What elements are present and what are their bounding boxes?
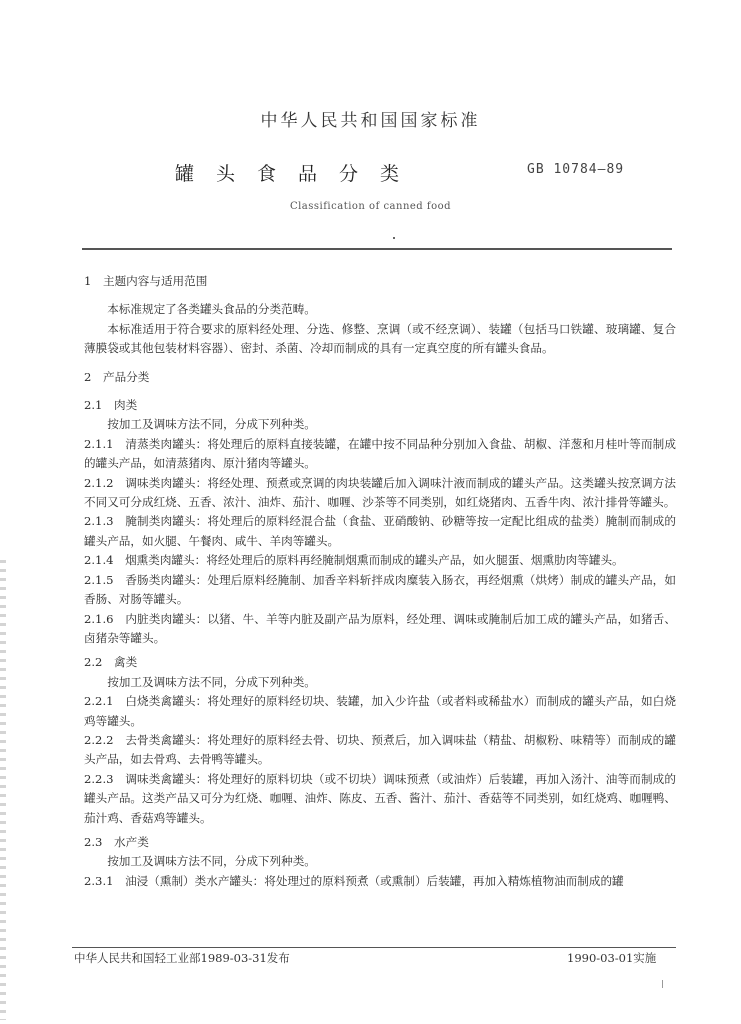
- paragraph: 2.2.2 去骨类禽罐头：将处理好的原料经去骨、切块、预煮后，加入调味盐（精盐、胡椒粉、味精等）而制成的罐头产品，如去骨鸡、去骨鸭等罐头。: [84, 732, 676, 767]
- paragraph: 按加工及调味方法不同，分成下列种类。: [107, 417, 316, 432]
- standard-header: 中华人民共和国国家标准: [260, 111, 481, 131]
- paragraph: 2.1.6 内脏类肉罐头：以猪、牛、羊等内脏及副产品为原料，经处理、调味或腌制后加工成的罐头产品，如猪舌、卤猪杂等罐头。: [84, 611, 676, 645]
- paragraph: 2.1.3 腌制类肉罐头：将处理后的原料经混合盐（食盐、亚硝酸钠、砂糖等按一定配比组成的盐类）腌制而制成的罐头产品，如火腿、午餐肉、咸牛、羊肉等罐头。: [84, 514, 676, 548]
- document-body: [84, 263, 676, 891]
- english-subtitle: Classification of canned food: [289, 201, 452, 212]
- paragraph: 2.1.2 调味类肉罐头：将经处理、预煮或烹调的肉块装罐后加入调味汁液而制成的罐头产品。这类罐头按烹调方法不同又可分成红烧、五香、浓汁、油炸、茄汁、咖喱、沙茶等不同类别，如红烧猪肉、五香牛肉、浓汁排骨等罐头。: [84, 475, 676, 510]
- subsection-heading: 2.1 肉类: [84, 398, 138, 413]
- paragraph: 本标准适用于符合要求的原料经处理、分选、修整、烹调（或不经烹调）、装罐（包括马口铁罐、玻璃罐、复合薄膜袋或其他包装材料容器）、密封、杀菌、冷却而制成的具有一定真空度的所有罐头食品。: [84, 321, 676, 356]
- subsection-heading: 2.3 水产类: [84, 834, 149, 849]
- paragraph: 按加工及调味方法不同，分成下列种类。: [107, 854, 316, 869]
- section-heading: 2 产品分类: [84, 369, 150, 384]
- paragraph: 本标准规定了各类罐头食品的分类范畴。: [107, 302, 316, 317]
- footer-rule: [72, 947, 676, 948]
- scan-edge-marks: [0, 560, 6, 1020]
- page-mark: [662, 980, 663, 988]
- paragraph: 2.1.4 烟熏类肉罐头：将经处理后的原料再经腌制烟熏而制成的罐头产品，如火腿蛋、烟熏肋肉等罐头。: [84, 553, 624, 568]
- effective-date: 1990-03-01实施: [567, 951, 657, 965]
- subsection-heading: 2.2 禽类: [84, 655, 138, 670]
- paragraph: 2.2.3 调味类禽罐头：将处理好的原料切块（或不切块）调味预煮（或油炸）后装罐，再加入汤汁、油等而制成的罐头产品。这类产品又可分为红烧、咖喱、油炸、陈皮、五香、酱汁、茄汁、香菇等不同类别，如红烧鸡、咖喱鸭、茄汁鸡、香菇鸡等罐头。: [84, 771, 676, 825]
- section-heading: 1 主题内容与适用范围: [84, 274, 208, 288]
- paragraph: 2.3.1 油浸（熏制）类水产罐头：将处理过的原料预煮（或熏制）后装罐，再加入精炼植物油而制成的罐: [84, 873, 624, 888]
- dot-mark: [393, 237, 395, 239]
- issue-info: 中华人民共和国轻工业部1989-03-31发布: [74, 951, 290, 965]
- header-rule: [82, 248, 672, 250]
- standard-number: GB 10784—89: [527, 162, 625, 177]
- paragraph: 2.2.1 白烧类禽罐头：将处理好的原料经切块、装罐，加入少许盐（或者料或稀盐水）而制成的罐头产品，如白烧鸡等罐头。: [84, 694, 676, 728]
- document-title: 罐头食品分类: [175, 163, 422, 185]
- paragraph: 2.1.5 香肠类肉罐头：处理后原料经腌制、加香辛料斩拌成肉糜装入肠衣，再经烟熏（烘烤）制成的罐头产品，如香肠、对肠等罐头。: [84, 572, 676, 607]
- paragraph: 2.1.1 清蒸类肉罐头：将处理后的原料直接装罐，在罐中按不同品种分别加入食盐、胡椒、洋葱和月桂叶等而制成的罐头产品，如清蒸猪肉、原汁猪肉等罐头。: [84, 436, 676, 471]
- paragraph: 按加工及调味方法不同，分成下列种类。: [107, 674, 316, 689]
